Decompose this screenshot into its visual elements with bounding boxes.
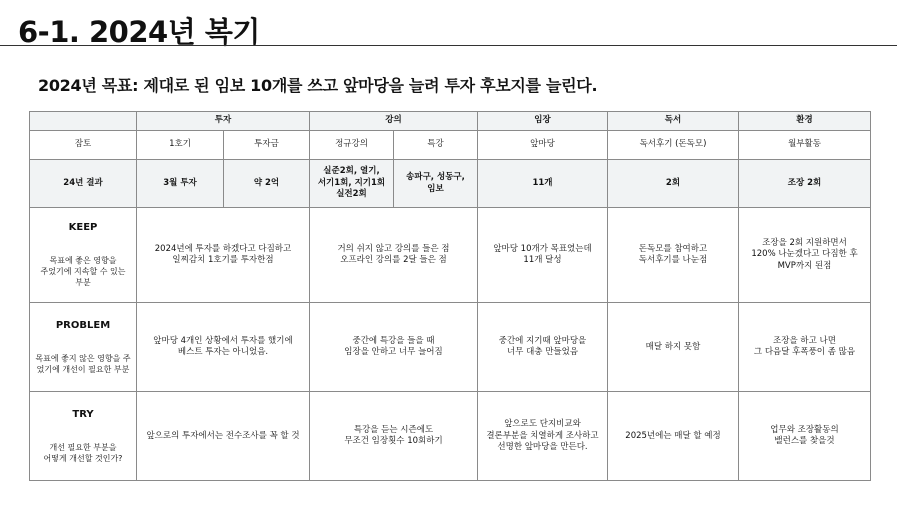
try-title: TRY (72, 409, 94, 421)
row-label-result: 24년 결과 (30, 160, 137, 208)
sub-header-cell: 월부활동 (739, 131, 871, 160)
problem-cell: 중간에 특강을 들을 때 임장을 안하고 너무 늘어짐 (310, 303, 478, 392)
sub-header-cell: 특강 (394, 131, 478, 160)
row-label-category: 잠토 (30, 131, 137, 160)
keep-title: KEEP (68, 222, 98, 234)
sub-header-cell: 투자금 (224, 131, 310, 160)
problem-description: 목표에 좋지 않은 영향을 주 었기에 개선이 필요한 부분 (35, 353, 131, 374)
result-cell: 11개 (478, 160, 608, 208)
try-cell: 업무와 조장활동의 밸런스를 찾을것 (739, 392, 871, 481)
result-cell: 약 2억 (224, 160, 310, 208)
group-lecture: 강의 (310, 112, 478, 131)
group-header-row (30, 112, 871, 131)
sub-header-cell: 앞마당 (478, 131, 608, 160)
keep-cell: 앞마당 10개가 목표였는데 11개 달성 (478, 208, 608, 303)
page-title: 6-1. 2024년 복기 (18, 15, 260, 49)
problem-cell: 중간에 지기때 앞마당을 너무 대충 만들었음 (478, 303, 608, 392)
keep-cell: 조장을 2회 지원하면서 120% 나눈겠다고 다짐한 후 MVP까지 된점 (739, 208, 871, 303)
keep-description: 목표에 좋은 영향을 주었기에 지속할 수 있는 부분 (40, 256, 126, 288)
try-row (30, 392, 871, 481)
result-cell: 조장 2회 (739, 160, 871, 208)
problem-title: PROBLEM (55, 320, 111, 332)
try-cell: 특강을 듣는 시즌에도 무조건 임장횟수 10회하기 (310, 392, 478, 481)
problem-cell: 매달 하지 못함 (608, 303, 739, 392)
keep-cell: 거의 쉬지 않고 강의를 들은 점 오프라인 강의를 2달 들은 점 (310, 208, 478, 303)
try-cell: 앞으로의 투자에서는 전수조사를 꼭 할 것 (137, 392, 310, 481)
corner-cell (30, 112, 137, 131)
sub-header-cell: 독서후기 (돈독모) (608, 131, 739, 160)
keep-cell: 돈독모를 참여하고 독서후기를 나눈점 (608, 208, 739, 303)
sub-header-cell: 1호기 (137, 131, 224, 160)
problem-cell: 앞마당 4개인 상황에서 투자를 했기에 베스트 투자는 아니었음. (137, 303, 310, 392)
goal-statement: 2024년 목표: 제대로 된 임보 10개를 쓰고 앞마당을 늘려 투자 후보지를 늘린다. (38, 76, 598, 95)
problem-cell: 조장을 하고 나면 그 다음달 후폭풍이 좀 많음 (739, 303, 871, 392)
problem-label-cell (30, 303, 137, 392)
try-cell: 2025년에는 매달 할 예정 (608, 392, 739, 481)
group-environment: 환경 (739, 112, 871, 131)
sub-header-cell: 정규강의 (310, 131, 394, 160)
try-label-cell (30, 392, 137, 481)
sub-header-row (30, 131, 871, 160)
result-cell: 2회 (608, 160, 739, 208)
try-description: 개선 필요한 부분을 어떻게 개선할 것인가? (43, 442, 123, 463)
keep-row (30, 208, 871, 303)
title-divider (0, 45, 897, 46)
problem-row (30, 303, 871, 392)
result-cell: 실준2회, 열기, 서기1회, 지기1회 실전2회 (310, 160, 394, 208)
group-investment: 투자 (137, 112, 310, 131)
result-cell: 송파구, 성동구, 임보 (394, 160, 478, 208)
group-field-visit: 임장 (478, 112, 608, 131)
try-cell: 앞으로도 단지비교와 결론부분을 치열하게 조사하고 선명한 앞마당을 만든다. (478, 392, 608, 481)
keep-cell: 2024년에 투자를 하겠다고 다짐하고 일찌감치 1호기를 투자한점 (137, 208, 310, 303)
keep-label-cell (30, 208, 137, 303)
result-row (30, 160, 871, 208)
group-reading: 독서 (608, 112, 739, 131)
result-cell: 3월 투자 (137, 160, 224, 208)
retrospective-table (29, 111, 871, 481)
